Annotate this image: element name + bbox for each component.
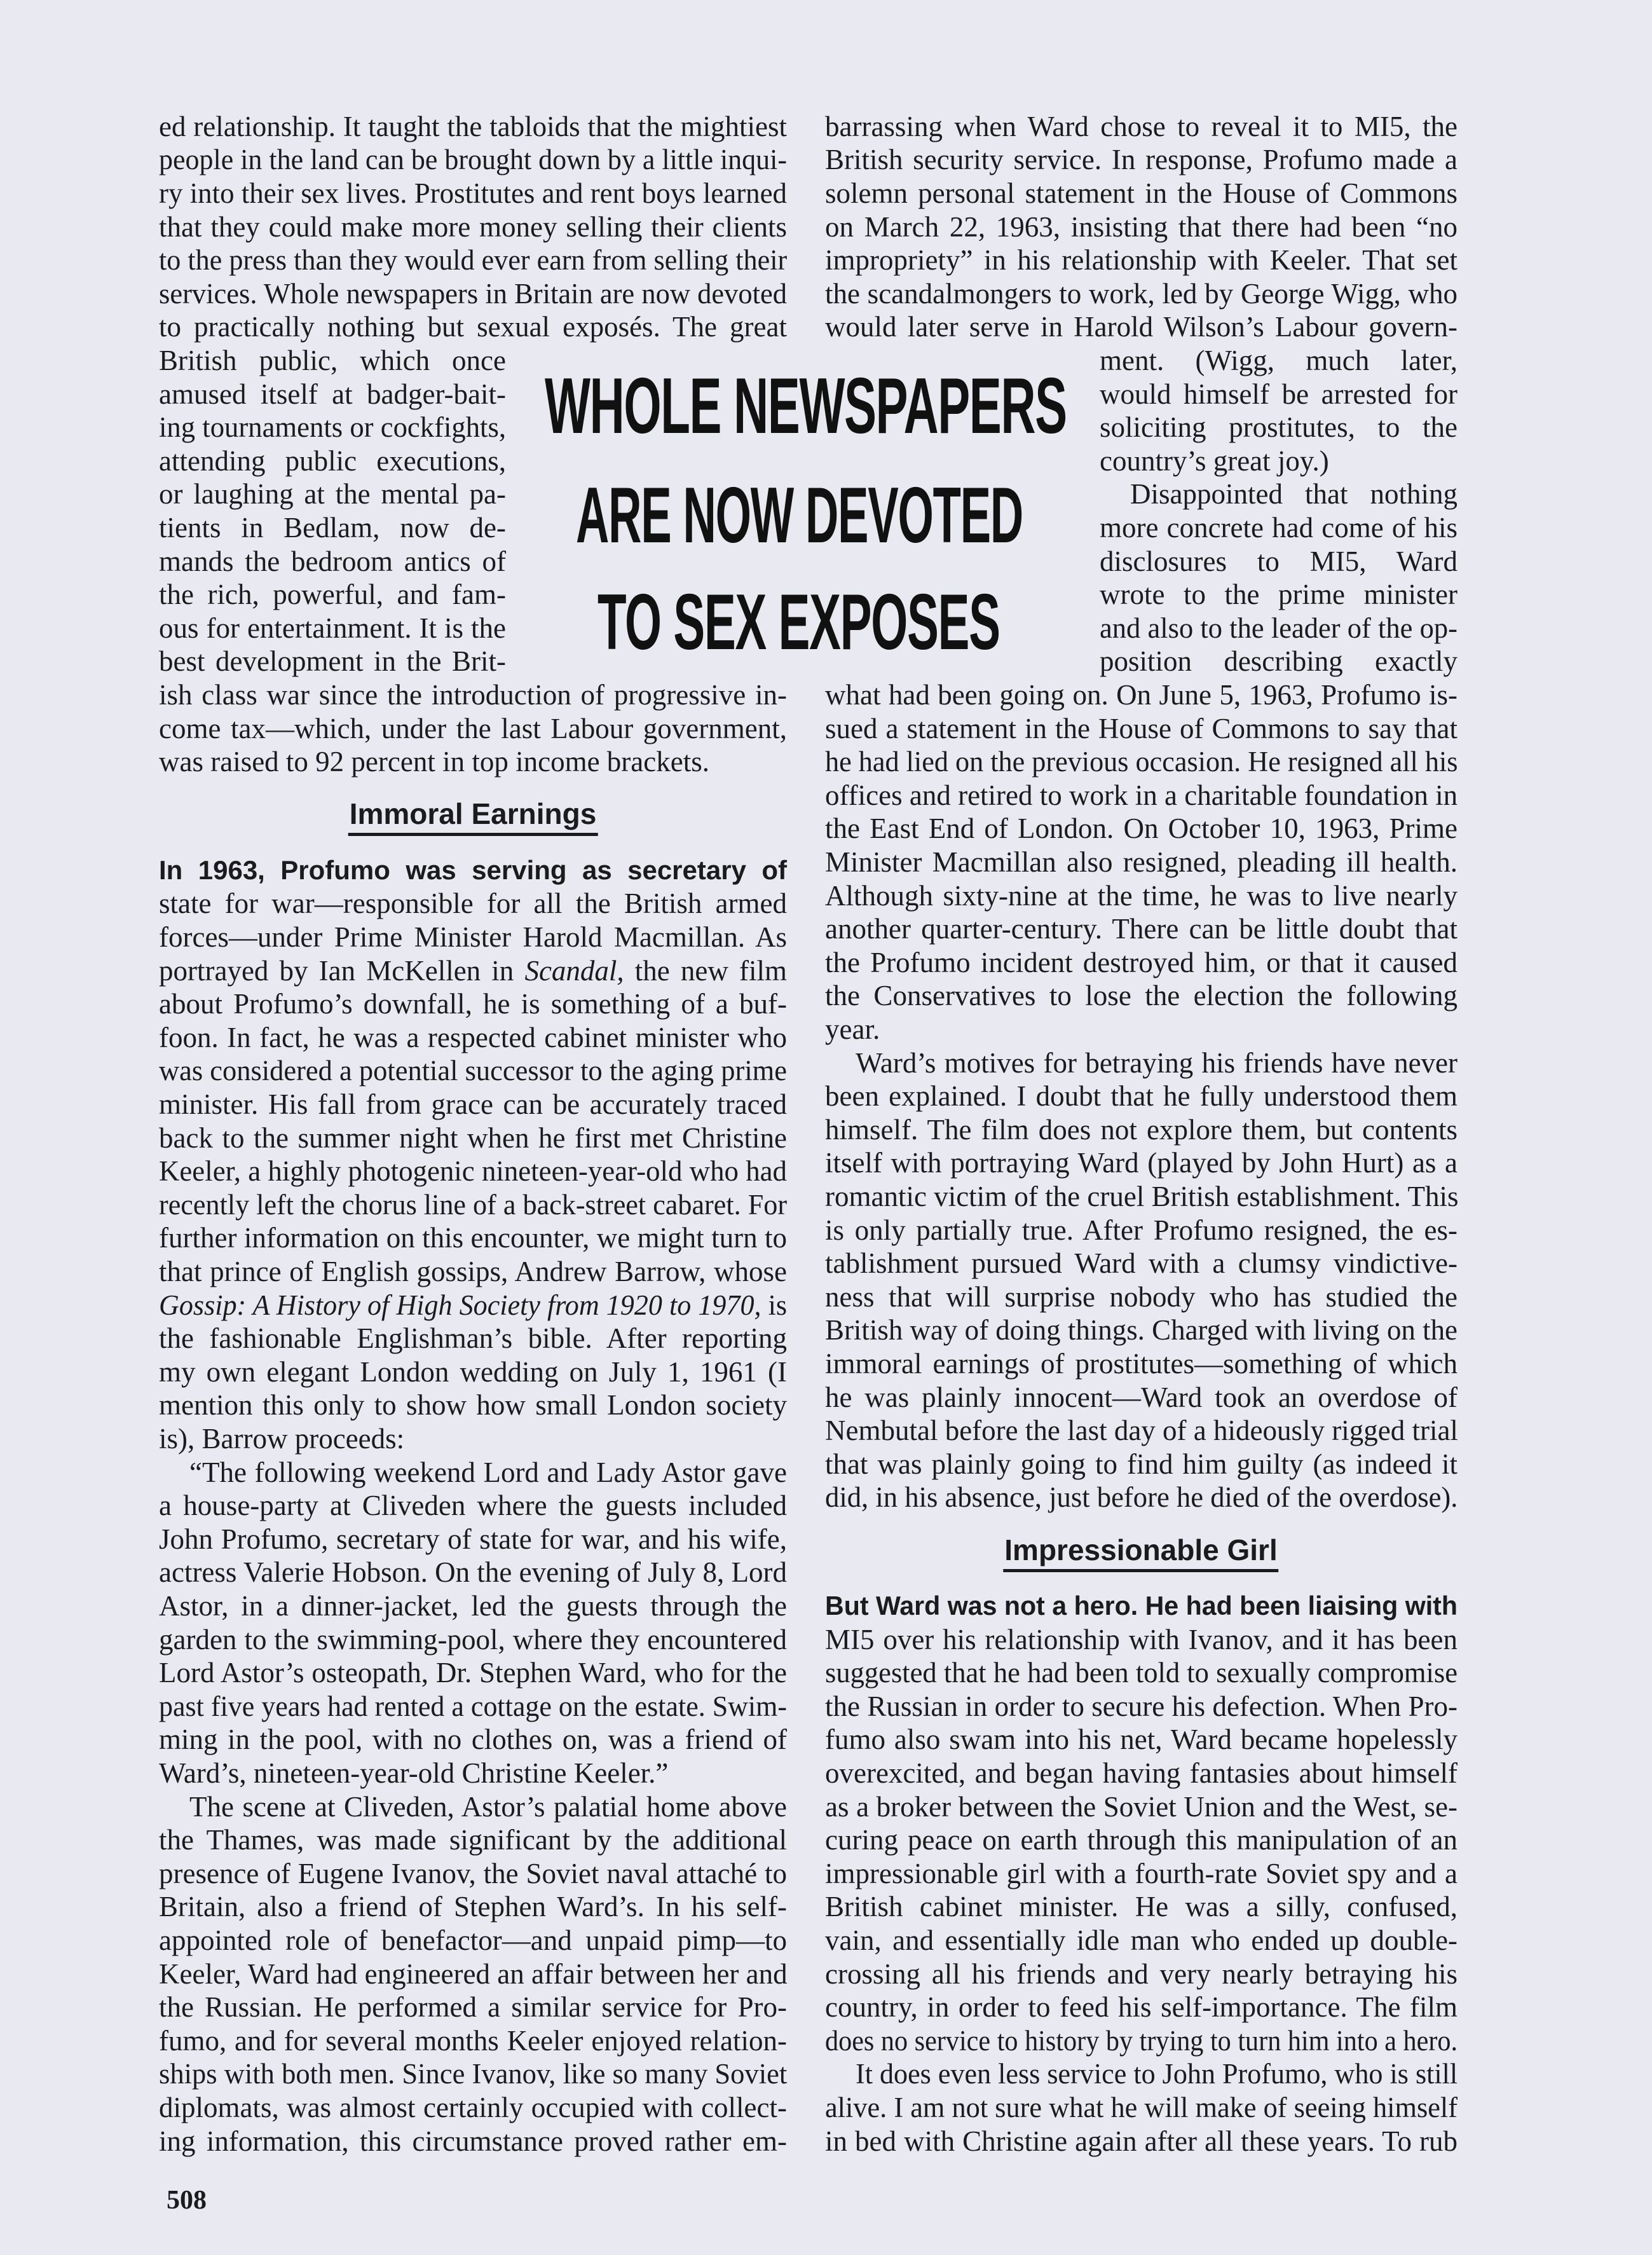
text-line: does no service to history by trying to turn him into a hero. bbox=[825, 2024, 1458, 2057]
text-line: to practically nothing but sexual exposés. The great bbox=[159, 311, 787, 343]
text-line: attending public executions, bbox=[159, 444, 506, 477]
text-line: Keeler, a highly photogenic nineteen-year-old who had bbox=[159, 1155, 787, 1188]
text-line: himself. The film does not explore them, but contents bbox=[825, 1113, 1457, 1146]
text-line: suggested that he had been told to sexually compromise bbox=[825, 1657, 1457, 1689]
text-line: and also to the leader of the op- bbox=[1100, 612, 1457, 644]
text-line: mands the bedroom antics of bbox=[159, 545, 506, 577]
text-line: sued a statement in the House of Commons to say that bbox=[825, 712, 1457, 744]
text-line: itself with portraying Ward (played by John Hurt) as a bbox=[825, 1147, 1457, 1179]
text-line: alive. I am not sure what he will make of seeing himself bbox=[825, 2091, 1457, 2123]
text-line: fumo also swam into his net, Ward became hopelessly bbox=[825, 1724, 1457, 1756]
text-line: or laughing at the mental pa- bbox=[159, 478, 506, 511]
text-line: overexcited, and began having fantasies about himself bbox=[825, 1757, 1457, 1789]
text-line bbox=[159, 1289, 787, 1322]
text-line: ness that will surprise nobody who has studied the bbox=[825, 1280, 1457, 1313]
text-line: the Thames, was made significant by the additional bbox=[159, 1824, 787, 1856]
text-line: as a broker between the Soviet Union and the West, se- bbox=[825, 1790, 1457, 1823]
text-line: the Russian. He performed a similar service for Pro- bbox=[159, 1991, 787, 2024]
text-line: disclosures to MI5, Ward bbox=[1100, 545, 1457, 577]
text-line: vain, and essentially idle man who ended up double- bbox=[825, 1924, 1457, 1956]
text-line: Ward’s motives for betraying his friends have never bbox=[856, 1046, 1457, 1079]
text-line: services. Whole newspapers in Britain are now devoted bbox=[159, 277, 787, 310]
text-line: mention this only to show how small London society bbox=[159, 1389, 787, 1422]
text-line: the Russian in order to secure his defection. When Pro- bbox=[825, 1690, 1457, 1722]
text-line: ed relationship. It taught the tabloids that the mightiest bbox=[159, 110, 787, 142]
text-line: tients in Bedlam, now de- bbox=[159, 511, 506, 544]
text-line: wrote to the prime minister bbox=[1100, 579, 1457, 611]
text-line: fumo, and for several months Keeler enjoyed relation- bbox=[159, 2024, 787, 2057]
text-line: ming in the pool, with no clothes on, was a friend of bbox=[159, 1724, 787, 1756]
text-line: back to the summer night when he first met Christine bbox=[159, 1121, 787, 1154]
text-line: ment. (Wigg, much later, bbox=[1100, 344, 1457, 376]
text-line: Nembutal before the last day of a hideously rigged trial bbox=[825, 1415, 1458, 1447]
text-line: the East End of London. On October 10, 1963, Prime bbox=[825, 812, 1457, 845]
pull-quote-line: ARE NOW DEVOTED bbox=[576, 472, 1023, 559]
text-line: foon. In fact, he was a respected cabinet minister who bbox=[159, 1021, 787, 1053]
text-line: crossing all his friends and very nearly betraying his bbox=[825, 1957, 1457, 1990]
text-line: The scene at Cliveden, Astor’s palatial home above bbox=[189, 1790, 787, 1823]
text-line: best development in the Brit- bbox=[159, 645, 506, 678]
text-line: position describing exactly bbox=[1100, 645, 1457, 678]
text-line: forces—under Prime Minister Harold Macmillan. As bbox=[159, 921, 787, 953]
text-line: is), Barrow proceeds: bbox=[159, 1422, 405, 1455]
text-line: past five years had rented a cottage on the estate. Swim- bbox=[159, 1690, 787, 1722]
text-line: British way of doing things. Charged with living on the bbox=[825, 1314, 1457, 1347]
text-line: offices and retired to work in a charitable foundation in bbox=[825, 779, 1458, 811]
text-line: would himself be arrested for bbox=[1100, 378, 1457, 410]
text-line: that they could make more money selling their clients bbox=[159, 210, 787, 243]
text-line: British security service. In response, Profumo made a bbox=[825, 144, 1457, 176]
text-line: impropriety” in his relationship with Keeler. That set bbox=[825, 244, 1457, 277]
text-line: that was plainly going to find him guilty (as indeed it bbox=[825, 1448, 1457, 1480]
text-line: the fashionable Englishman’s bible. After reporting bbox=[159, 1322, 787, 1355]
text-line: recently left the chorus line of a back-street cabaret. For bbox=[159, 1188, 788, 1221]
text-line: Disappointed that nothing bbox=[1130, 478, 1457, 511]
text-line: In 1963, Profumo was serving as secretary of bbox=[159, 854, 787, 885]
section-heading-impressionable-girl: Impressionable Girl bbox=[1003, 1531, 1278, 1572]
text-line: presence of Eugene Ivanov, the Soviet naval attaché to bbox=[159, 1857, 787, 1889]
text-line: But Ward was not a hero. He had been liaising with bbox=[825, 1590, 1457, 1621]
page-number: 508 bbox=[167, 2186, 207, 2215]
italic-title: Gossip: A History of High Society from 1920 to 1970, bbox=[159, 1289, 761, 1321]
text-line: Although sixty-nine at the time, he was to live nearly bbox=[825, 879, 1457, 912]
text-line: immoral earnings of prostitutes—something of which bbox=[825, 1347, 1457, 1380]
text-line: Keeler, Ward had engineered an affair between her and bbox=[159, 1957, 788, 1990]
pull-quote-line: WHOLE NEWSPAPERS bbox=[545, 362, 1067, 450]
text-line: impressionable girl with a fourth-rate Soviet spy and a bbox=[825, 1857, 1457, 1889]
text-line: the Profumo incident destroyed him, or that it caused bbox=[825, 946, 1457, 978]
text-line: year. bbox=[825, 1013, 880, 1045]
text-segment: is bbox=[761, 1289, 787, 1321]
text-line: ry into their sex lives. Prostitutes and rent boys learned bbox=[159, 177, 787, 209]
text-line: country, in order to feed his self-importance. The film bbox=[825, 1991, 1457, 2024]
text-line: ing tournaments or cockfights, bbox=[159, 411, 506, 444]
text-line: curing peace on earth through this manipulation of an bbox=[825, 1824, 1457, 1856]
text-line: British cabinet minister. He was a silly, confused, bbox=[825, 1891, 1457, 1923]
text-line: ships with both men. Since Ivanov, like so many Soviet bbox=[159, 2058, 788, 2090]
text-segment: portrayed by Ian McKellen in bbox=[159, 954, 525, 987]
text-line: people in the land can be brought down by a little inqui- bbox=[159, 144, 788, 176]
pull-quote-line: TO SEX EXPOSES bbox=[597, 579, 1000, 666]
text-line: the scandalmongers to work, led by George Wigg, who bbox=[825, 277, 1457, 310]
text-line: Britain, also a friend of Stephen Ward’s. In his self- bbox=[159, 1891, 787, 1923]
section-heading-immoral-earnings: Immoral Earnings bbox=[348, 795, 598, 836]
text-line: Ward’s, nineteen-year-old Christine Keeler.” bbox=[159, 1757, 669, 1789]
text-line: was raised to 92 percent in top income brackets. bbox=[159, 746, 709, 778]
text-line bbox=[159, 954, 787, 988]
text-line: the rich, powerful, and fam- bbox=[159, 579, 506, 611]
text-line: tablishment pursued Ward with a clumsy vindictive- bbox=[825, 1247, 1457, 1280]
text-line: barrassing when Ward chose to reveal it to MI5, the bbox=[825, 110, 1457, 142]
text-line: solemn personal statement in the House of Commons bbox=[825, 177, 1457, 209]
text-line: ing information, this circumstance proved rather em- bbox=[159, 2125, 787, 2157]
text-line: was considered a potential successor to the aging prime bbox=[159, 1055, 787, 1087]
text-line: ous for entertainment. It is the bbox=[159, 612, 506, 644]
text-line: John Profumo, secretary of state for war, and his wife, bbox=[159, 1523, 787, 1555]
text-line: he was plainly innocent—Ward took an overdose of bbox=[825, 1381, 1457, 1413]
text-line: to the press than they would ever earn from selling their bbox=[159, 244, 788, 277]
text-line: been explained. I doubt that he fully understood them bbox=[825, 1080, 1457, 1113]
text-line: “The following weekend Lord and Lady Astor gave bbox=[189, 1456, 787, 1488]
text-line: is only partially true. After Profumo resigned, the es- bbox=[825, 1214, 1457, 1246]
text-line: romantic victim of the cruel British establishment. This bbox=[825, 1180, 1459, 1212]
text-line: It does even less service to John Profumo, who is still bbox=[856, 2058, 1458, 2090]
text-line: country’s great joy.) bbox=[1100, 444, 1329, 477]
text-line: did, in his absence, just before he died of the overdose). bbox=[825, 1481, 1458, 1514]
text-line: further information on this encounter, we might turn to bbox=[159, 1222, 787, 1254]
text-line: come tax—which, under the last Labour government, bbox=[159, 712, 787, 744]
text-line: MI5 over his relationship with Ivanov, and it has been bbox=[825, 1623, 1457, 1655]
text-segment: the new film bbox=[624, 954, 787, 987]
text-line: appointed role of benefactor—and unpaid pimp—to bbox=[159, 1924, 787, 1956]
text-line: my own elegant London wedding on July 1, 1961 (I bbox=[159, 1355, 787, 1388]
text-line: about Profumo’s downfall, he is something of a buf- bbox=[159, 988, 787, 1020]
italic-title: Scandal, bbox=[524, 954, 624, 987]
text-line: the Conservatives to lose the election the following bbox=[825, 980, 1457, 1012]
text-line: diplomats, was almost certainly occupied with collect- bbox=[159, 2091, 787, 2123]
text-line: would later serve in Harold Wilson’s Labour govern- bbox=[825, 311, 1457, 343]
text-line: a house-party at Cliveden where the guests included bbox=[159, 1490, 787, 1522]
text-line: garden to the swimming-pool, where they encountered bbox=[159, 1623, 787, 1655]
text-line: amused itself at badger-bait- bbox=[159, 378, 506, 410]
text-line: more concrete had come of his bbox=[1100, 511, 1457, 544]
text-line: in bed with Christine again after all these years. To rub bbox=[825, 2125, 1457, 2157]
text-line: another quarter-century. There can be little doubt that bbox=[825, 913, 1457, 945]
text-line: British public, which once bbox=[159, 344, 506, 376]
text-line: Minister Macmillan also resigned, pleading ill health. bbox=[825, 846, 1457, 878]
text-line: he had lied on the previous occasion. He resigned all his bbox=[825, 746, 1458, 778]
text-line: Astor, in a dinner-jacket, led the guests through the bbox=[159, 1589, 787, 1622]
text-line: ish class war since the introduction of progressive in- bbox=[159, 678, 787, 711]
text-line: that prince of English gossips, Andrew Barrow, whose bbox=[159, 1255, 787, 1287]
text-line: what had been going on. On June 5, 1963, Profumo is- bbox=[825, 678, 1457, 711]
text-line: soliciting prostitutes, to the bbox=[1100, 411, 1457, 444]
text-line: actress Valerie Hobson. On the evening of July 8, Lord bbox=[159, 1556, 787, 1589]
text-line: on March 22, 1963, insisting that there had been “no bbox=[825, 210, 1457, 243]
text-line: minister. His fall from grace can be accurately traced bbox=[159, 1088, 787, 1120]
text-line: state for war—responsible for all the British armed bbox=[159, 888, 787, 920]
text-line: Lord Astor’s osteopath, Dr. Stephen Ward, who for the bbox=[159, 1657, 787, 1689]
